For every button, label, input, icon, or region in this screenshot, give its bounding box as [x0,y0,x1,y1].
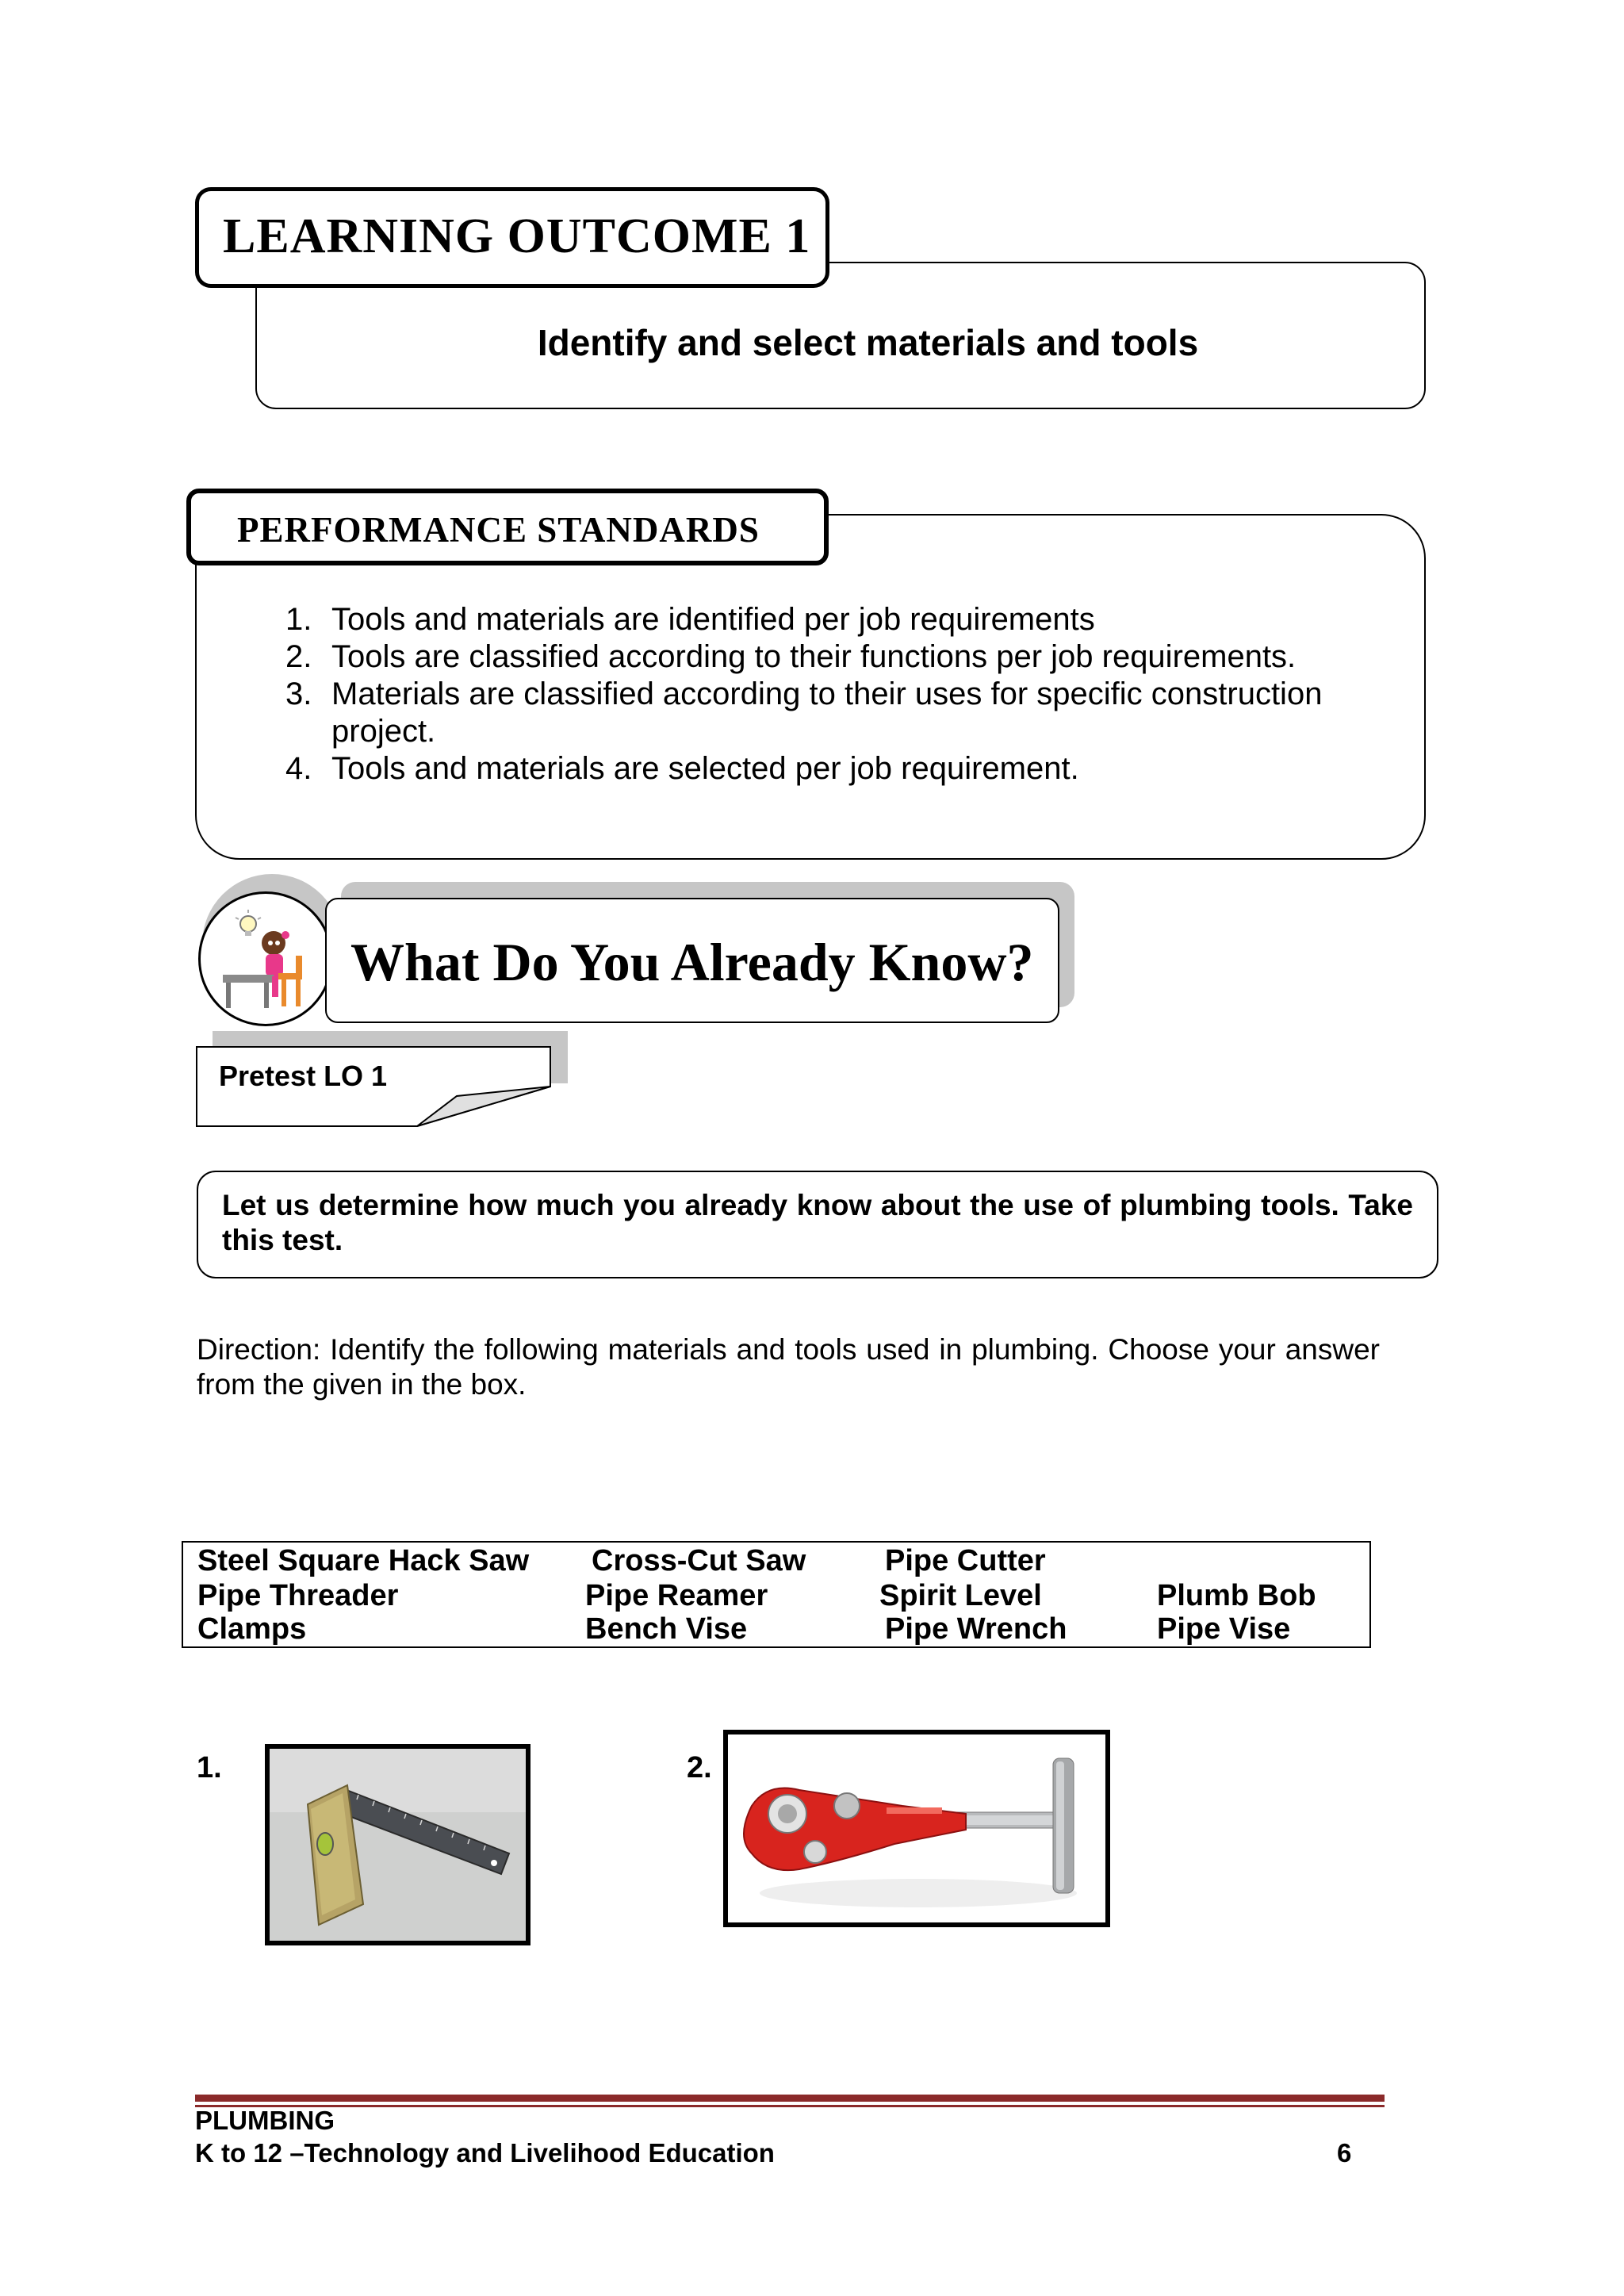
intro-box [197,1171,1438,1278]
section-header-title: What Do You Already Know? [350,932,1034,992]
item-number: 1. [197,1751,222,1784]
section-header-box [325,898,1059,1023]
standard-item [285,676,1411,750]
answer-choice: Steel Square Hack Saw [197,1544,530,1577]
answer-choice: Pipe Vise [1157,1612,1291,1646]
answer-choice: Pipe Wrench [885,1612,1067,1646]
standard-item [285,601,1411,638]
answer-choice: Pipe Cutter [885,1544,1046,1577]
performance-standards-list [285,601,1411,788]
answer-choice: Pipe Threader [197,1579,399,1612]
footer-subject: PLUMBING [195,2106,335,2135]
standard-number: 2. [285,639,312,674]
pretest-label: Pretest LO 1 [219,1060,388,1092]
standard-item [285,750,1411,788]
student-icon [198,891,333,1026]
steel-square-image [265,1744,530,1945]
direction-text: Direction: Identify the following materials and tools used in plumbing. Choose your answer from the given in the box. [197,1333,1380,1401]
performance-standards-tab [186,489,829,565]
answer-choice: Cross-Cut Saw [592,1544,806,1577]
answer-choice: Bench Vise [585,1612,748,1646]
standard-text: Tools and materials are identified per job requirements [331,602,1095,637]
answer-choice: Pipe Reamer [585,1579,768,1612]
page-number: 6 [1337,2138,1352,2168]
learning-outcome-title: LEARNING OUTCOME 1 [223,209,811,263]
answer-choice: Spirit Level [879,1579,1042,1612]
standard-text: Materials are classified according to their uses for specific construction project. [331,677,1323,749]
standard-number: 3. [285,677,312,711]
answer-choice: Plumb Bob [1157,1579,1316,1612]
answer-choice: Clamps [197,1612,307,1646]
pipe-cutter-image [723,1730,1110,1927]
performance-standards-title: PERFORMANCE STANDARDS [237,510,760,550]
learning-outcome-tab [195,187,829,288]
footer-divider [195,2105,1385,2107]
standard-number: 1. [285,602,312,637]
standard-number: 4. [285,751,312,786]
intro-text: Let us determine how much you already know about the use of plumbing tools. Take this test. [222,1189,1413,1256]
answer-choices-box [182,1541,1371,1648]
learning-outcome-subtitle: Identify and select materials and tools [537,322,1199,363]
item-number: 2. [687,1751,712,1784]
standard-text: Tools are classified according to their functions per job requirements. [331,639,1297,674]
standard-text: Tools and materials are selected per job requirement. [331,751,1079,786]
footer-course: K to 12 –Technology and Livelihood Education [195,2138,775,2168]
standard-item [285,638,1411,676]
footer-divider [195,2095,1385,2102]
